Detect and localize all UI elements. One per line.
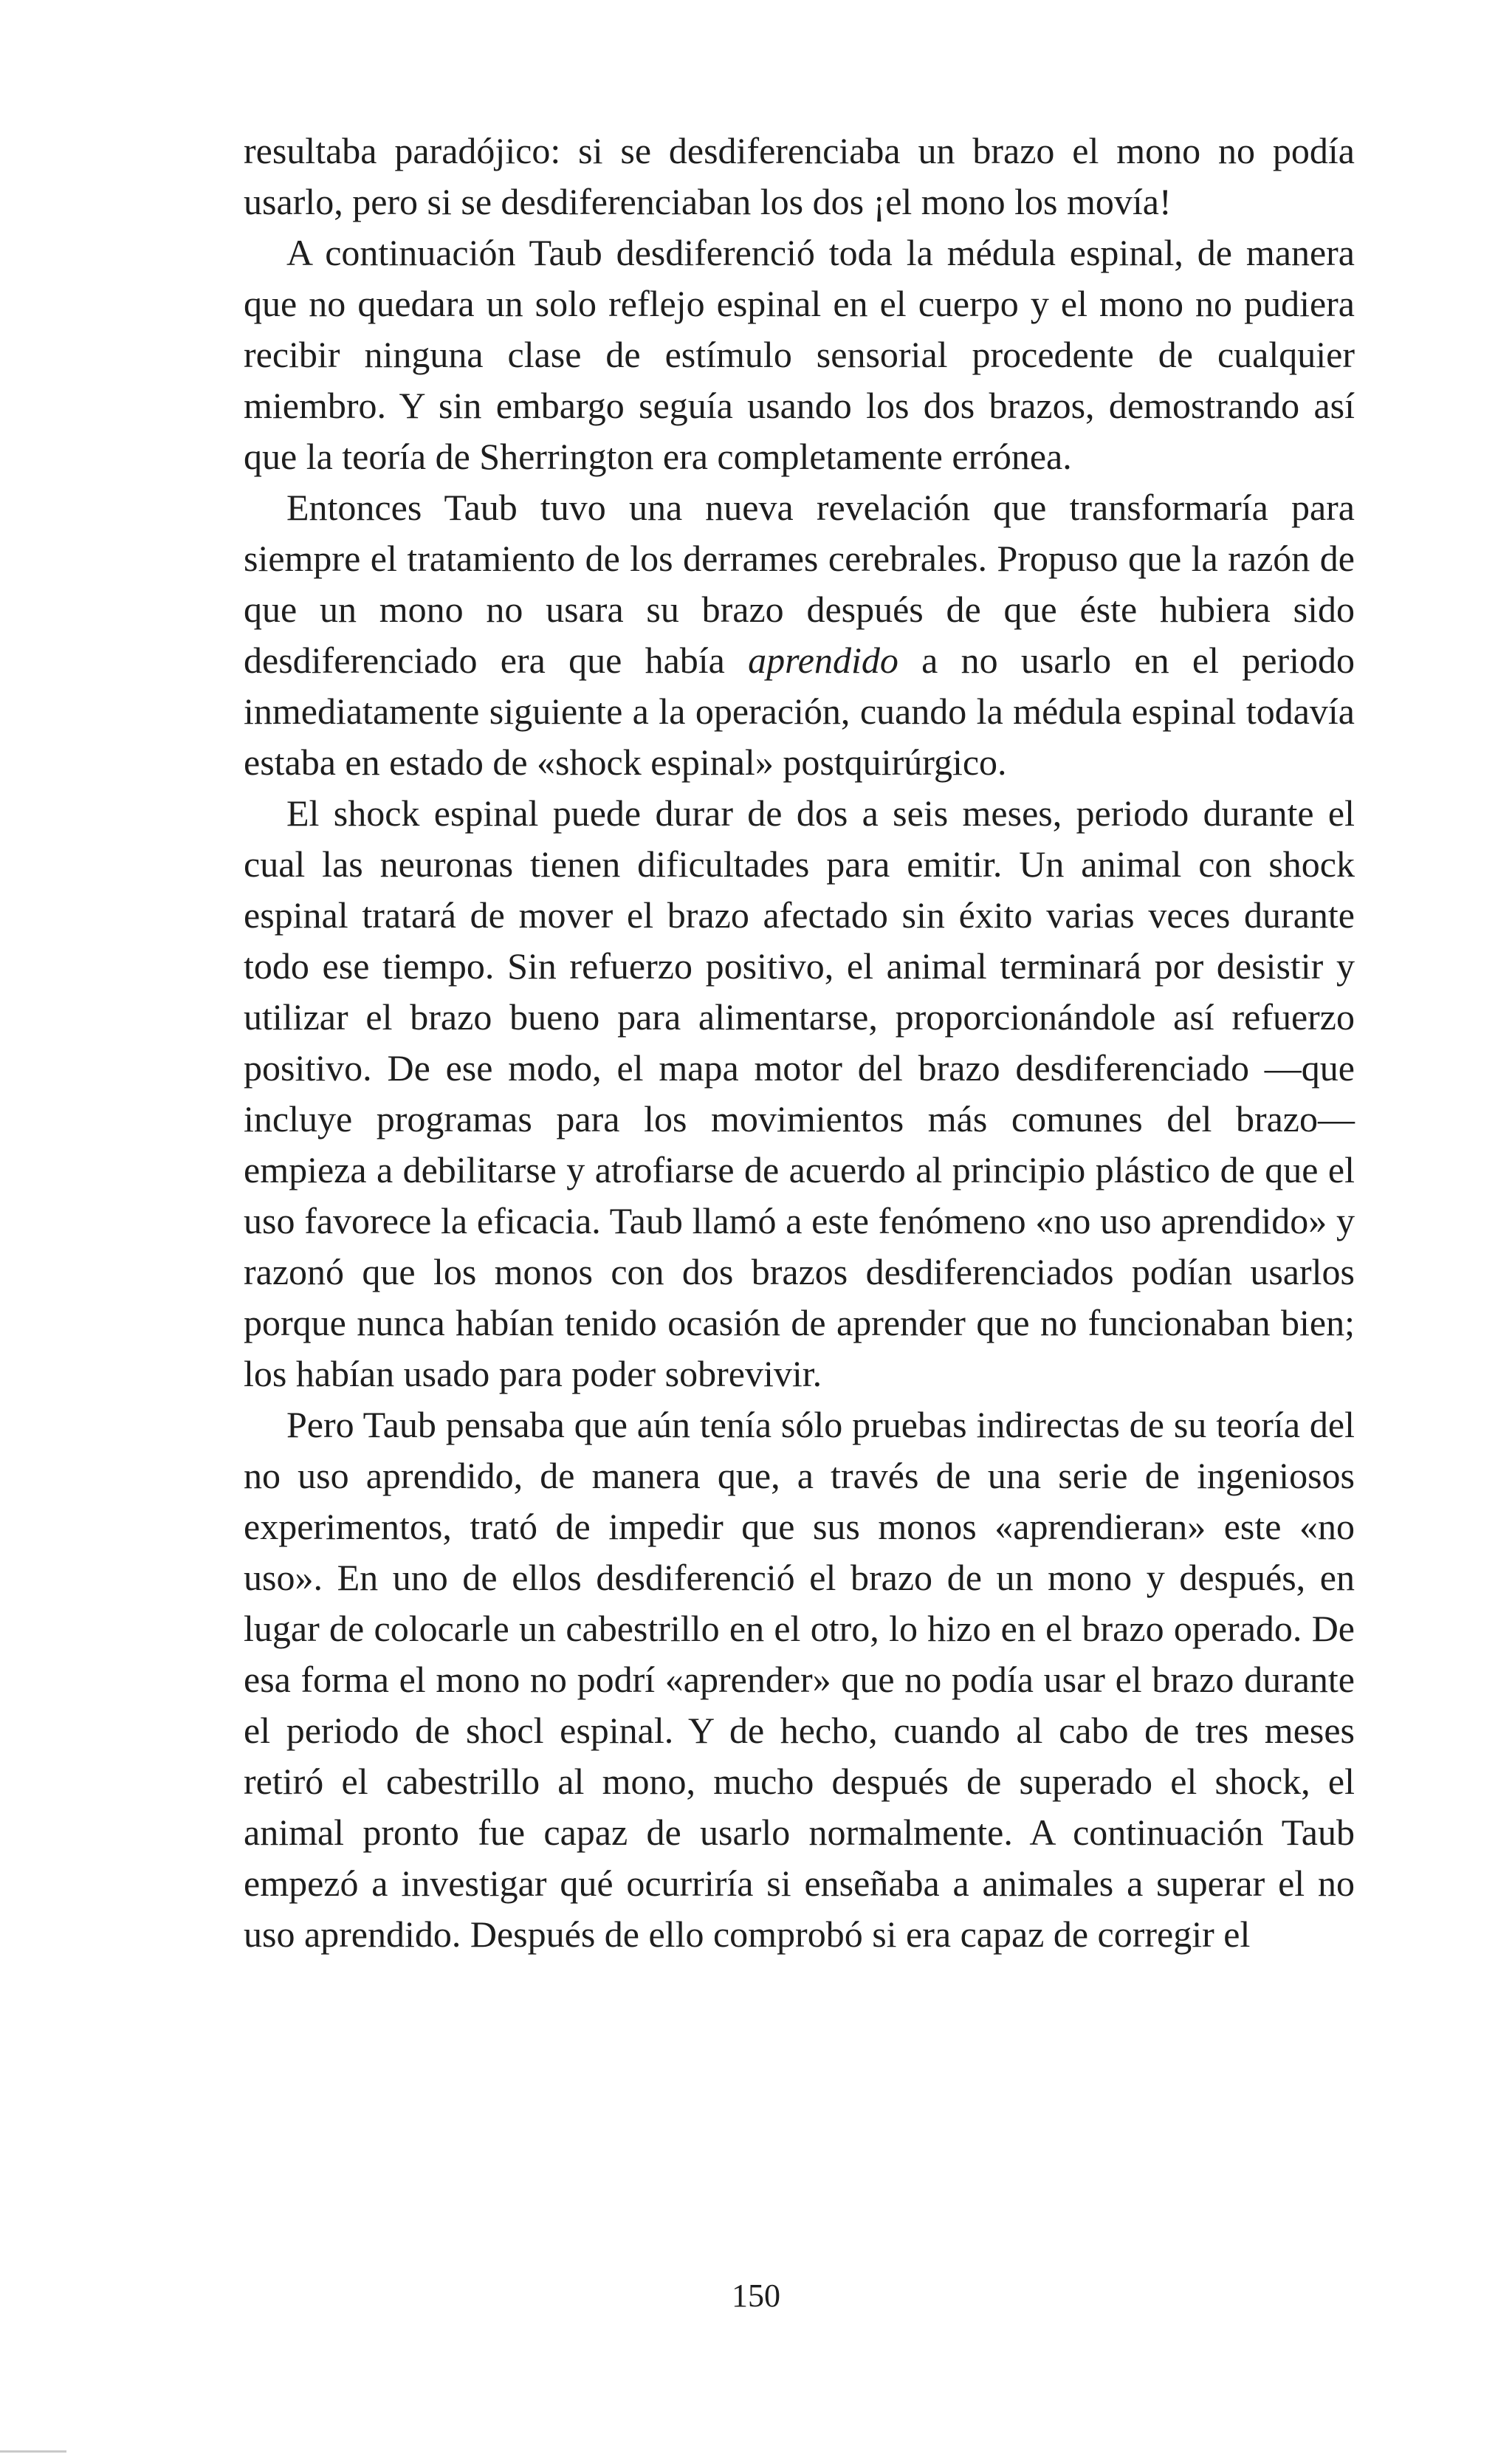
- scan-edge-mark: [0, 2450, 66, 2453]
- body-text: [244, 126, 1355, 1960]
- paragraph-sherrington: A continuación Taub desdiferenció toda la médula espinal, de manera que no quedara un solo reflejo espinal en el cuerpo y el mono no pudiera recibir ninguna clase de estímulo sensorial procedente de cualquier miembro. Y sin embargo seguía usando los dos brazos, demostrando así que la teoría de Sherrington era completamente errónea.: [244, 232, 1355, 477]
- paragraph-experiments: Pero Taub pensaba que aún tenía sólo pruebas indirectas de su teoría del no uso aprendido, de manera que, a través de una serie de ingeniosos experimentos, trató de impedir que sus monos «aprendieran» este «no uso». En uno de ellos desdiferenció el brazo de un mono y después, en lugar de colocarle un cabestrillo en el otro, lo hizo en el brazo operado. De esa forma el mono no podrí «aprender» que no podía usar el brazo durante el periodo de shocl espinal. Y de hecho, cuando al cabo de tres meses retiró el cabestrillo al mono, mucho después de superado el shock, el animal pronto fue capaz de usarlo normalmente. A continuación Taub empezó a investigar qué ocurriría si enseñaba a animales a superar el no uso aprendido. Después de ello comprobó si era capaz de corregir el: [244, 1404, 1355, 1955]
- italic-word-aprendido: aprendido: [748, 640, 898, 681]
- paragraph-learned-nonuse-end: a no usarlo en el periodo inmediatamente siguiente a la operación, cuando la médula espinal todavía estaba en estado de «shock espinal» postquirúrgico.: [244, 640, 1355, 783]
- paragraph-spinal-shock: El shock espinal puede durar de dos a seis meses, periodo durante el cual las neuronas tienen dificultades para emitir. Un animal con shock espinal tratará de mover el brazo afectado sin éxito varias veces durante todo ese tiempo. Sin refuerzo positivo, el animal terminará por desistir y utilizar el brazo bueno para alimentarse, proporcionándole así refuerzo positivo. De ese modo, el mapa motor del brazo desdiferenciado —que incluye programas para los movimientos más comunes del brazo— empieza a debilitarse y atrofiarse de acuerdo al principio plástico de que el uso favorece la eficacia. Taub llamó a este fenómeno «no uso aprendido» y razonó que los monos con dos brazos desdiferenciados podían usarlos porque nunca habían tenido ocasión de aprender que no funcionaban bien; los habían usado para poder sobrevivir.: [244, 792, 1355, 1394]
- paragraph-continued: resultaba paradójico: si se desdiferenciaba un brazo el mono no podía usarlo, pero si se desdiferenciaban los dos ¡el mono los movía!: [244, 130, 1355, 222]
- paragraph-learned-nonuse: [244, 482, 1355, 788]
- paragraph-learned-nonuse-start: Entonces Taub tuvo una nueva revelación que transformaría para siempre el tratamiento de los derrames cerebrales. Propuso que la razón de que un mono no usara su brazo después de que éste hubiera sido desdiferenciado era que había: [244, 487, 1355, 681]
- page-number: 150: [732, 2278, 780, 2314]
